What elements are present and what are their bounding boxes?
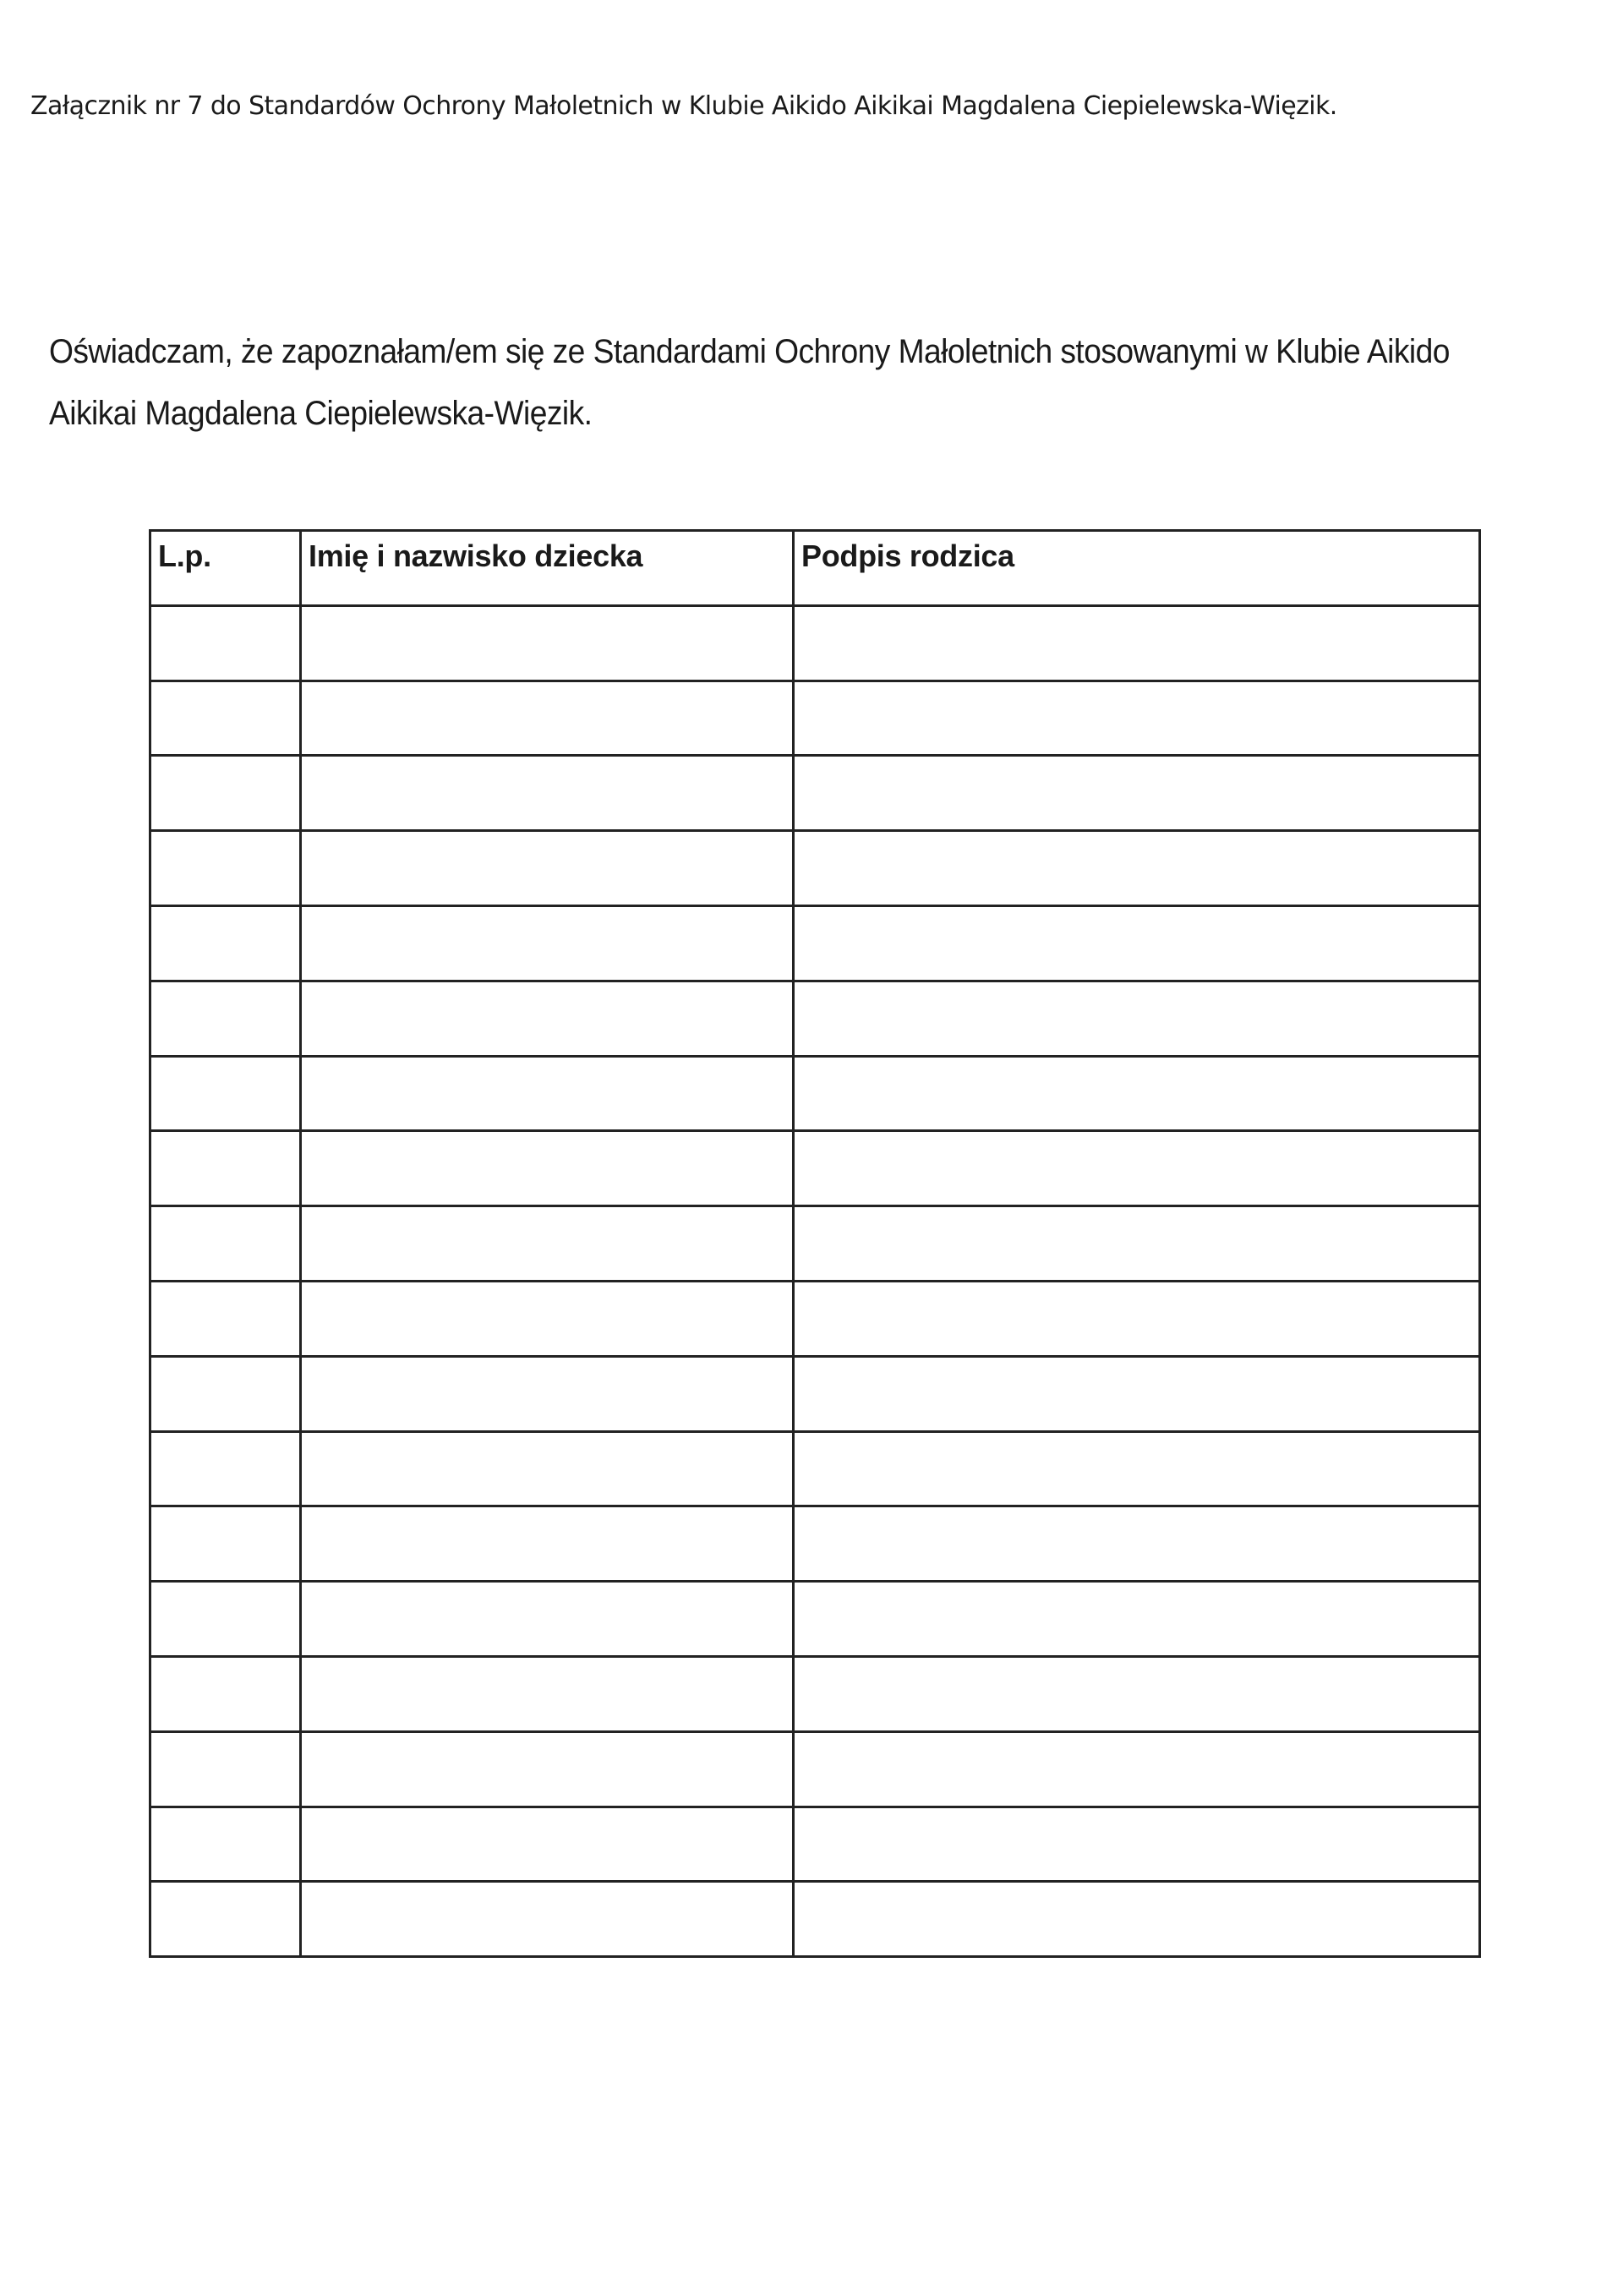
cell-number [150, 1882, 301, 1957]
table-row [150, 1506, 1480, 1582]
cell-child-name [301, 1582, 794, 1657]
table-body [150, 605, 1480, 1956]
table-row [150, 1431, 1480, 1506]
table-row [150, 981, 1480, 1056]
table-row [150, 1882, 1480, 1957]
cell-parent-signature [794, 605, 1480, 681]
cell-parent-signature [794, 981, 1480, 1056]
cell-child-name [301, 831, 794, 906]
cell-parent-signature [794, 831, 1480, 906]
cell-parent-signature [794, 1356, 1480, 1431]
table-row [150, 1281, 1480, 1356]
cell-number [150, 905, 301, 981]
table-row [150, 1807, 1480, 1882]
declaration-text [49, 321, 1480, 445]
cell-child-name [301, 1882, 794, 1957]
column-header-parent-signature: Podpis rodzica [794, 531, 1480, 606]
cell-number [150, 1281, 301, 1356]
cell-parent-signature [794, 1056, 1480, 1131]
cell-parent-signature [794, 1131, 1480, 1206]
table-row [150, 1582, 1480, 1657]
cell-parent-signature [794, 1506, 1480, 1582]
cell-child-name [301, 1731, 794, 1807]
cell-number [150, 681, 301, 756]
cell-number [150, 756, 301, 831]
table-row [150, 1656, 1480, 1731]
cell-child-name [301, 756, 794, 831]
cell-parent-signature [794, 1731, 1480, 1807]
cell-parent-signature [794, 1882, 1480, 1957]
cell-number [150, 1656, 301, 1731]
cell-parent-signature [794, 1656, 1480, 1731]
cell-child-name [301, 1656, 794, 1731]
cell-parent-signature [794, 1807, 1480, 1882]
cell-number [150, 605, 301, 681]
table-row [150, 1731, 1480, 1807]
cell-number [150, 1506, 301, 1582]
cell-child-name [301, 1807, 794, 1882]
cell-number [150, 1807, 301, 1882]
cell-parent-signature [794, 1281, 1480, 1356]
cell-parent-signature [794, 1431, 1480, 1506]
cell-child-name [301, 681, 794, 756]
table-row [150, 905, 1480, 981]
cell-parent-signature [794, 1206, 1480, 1282]
cell-number [150, 1356, 301, 1431]
cell-child-name [301, 1356, 794, 1431]
table-row [150, 1356, 1480, 1431]
table-row [150, 681, 1480, 756]
cell-number [150, 981, 301, 1056]
table-row [150, 1206, 1480, 1282]
table-row [150, 831, 1480, 906]
attachment-note: Załącznik nr 7 do Standardów Ochrony Małoletnich w Klubie Aikido Aikikai Magdalena Ciepielewska-Więzik. [30, 91, 1337, 121]
cell-child-name [301, 1056, 794, 1131]
cell-parent-signature [794, 1582, 1480, 1657]
cell-parent-signature [794, 756, 1480, 831]
cell-number [150, 1431, 301, 1506]
cell-child-name [301, 1206, 794, 1282]
cell-number [150, 1131, 301, 1206]
signature-table [149, 529, 1481, 1958]
cell-number [150, 831, 301, 906]
cell-child-name [301, 981, 794, 1056]
cell-number [150, 1731, 301, 1807]
cell-parent-signature [794, 905, 1480, 981]
cell-child-name [301, 905, 794, 981]
table-row [150, 1056, 1480, 1131]
cell-number [150, 1582, 301, 1657]
cell-child-name [301, 605, 794, 681]
cell-child-name [301, 1281, 794, 1356]
cell-number [150, 1056, 301, 1131]
cell-child-name [301, 1431, 794, 1506]
column-header-child-name: Imię i nazwisko dziecka [301, 531, 794, 606]
cell-child-name [301, 1131, 794, 1206]
declaration-line-2: Aikikai Magdalena Ciepielewska-Więzik. [49, 395, 593, 432]
cell-child-name [301, 1506, 794, 1582]
table-header-row [150, 531, 1480, 606]
cell-number [150, 1206, 301, 1282]
table-row [150, 1131, 1480, 1206]
cell-parent-signature [794, 681, 1480, 756]
declaration-line-1: Oświadczam, że zapoznałam/em się ze Standardami Ochrony Małoletnich stosowanymi w Klubie Aikido [49, 333, 1450, 370]
table-row [150, 605, 1480, 681]
table-row [150, 756, 1480, 831]
column-header-number: L.p. [150, 531, 301, 606]
